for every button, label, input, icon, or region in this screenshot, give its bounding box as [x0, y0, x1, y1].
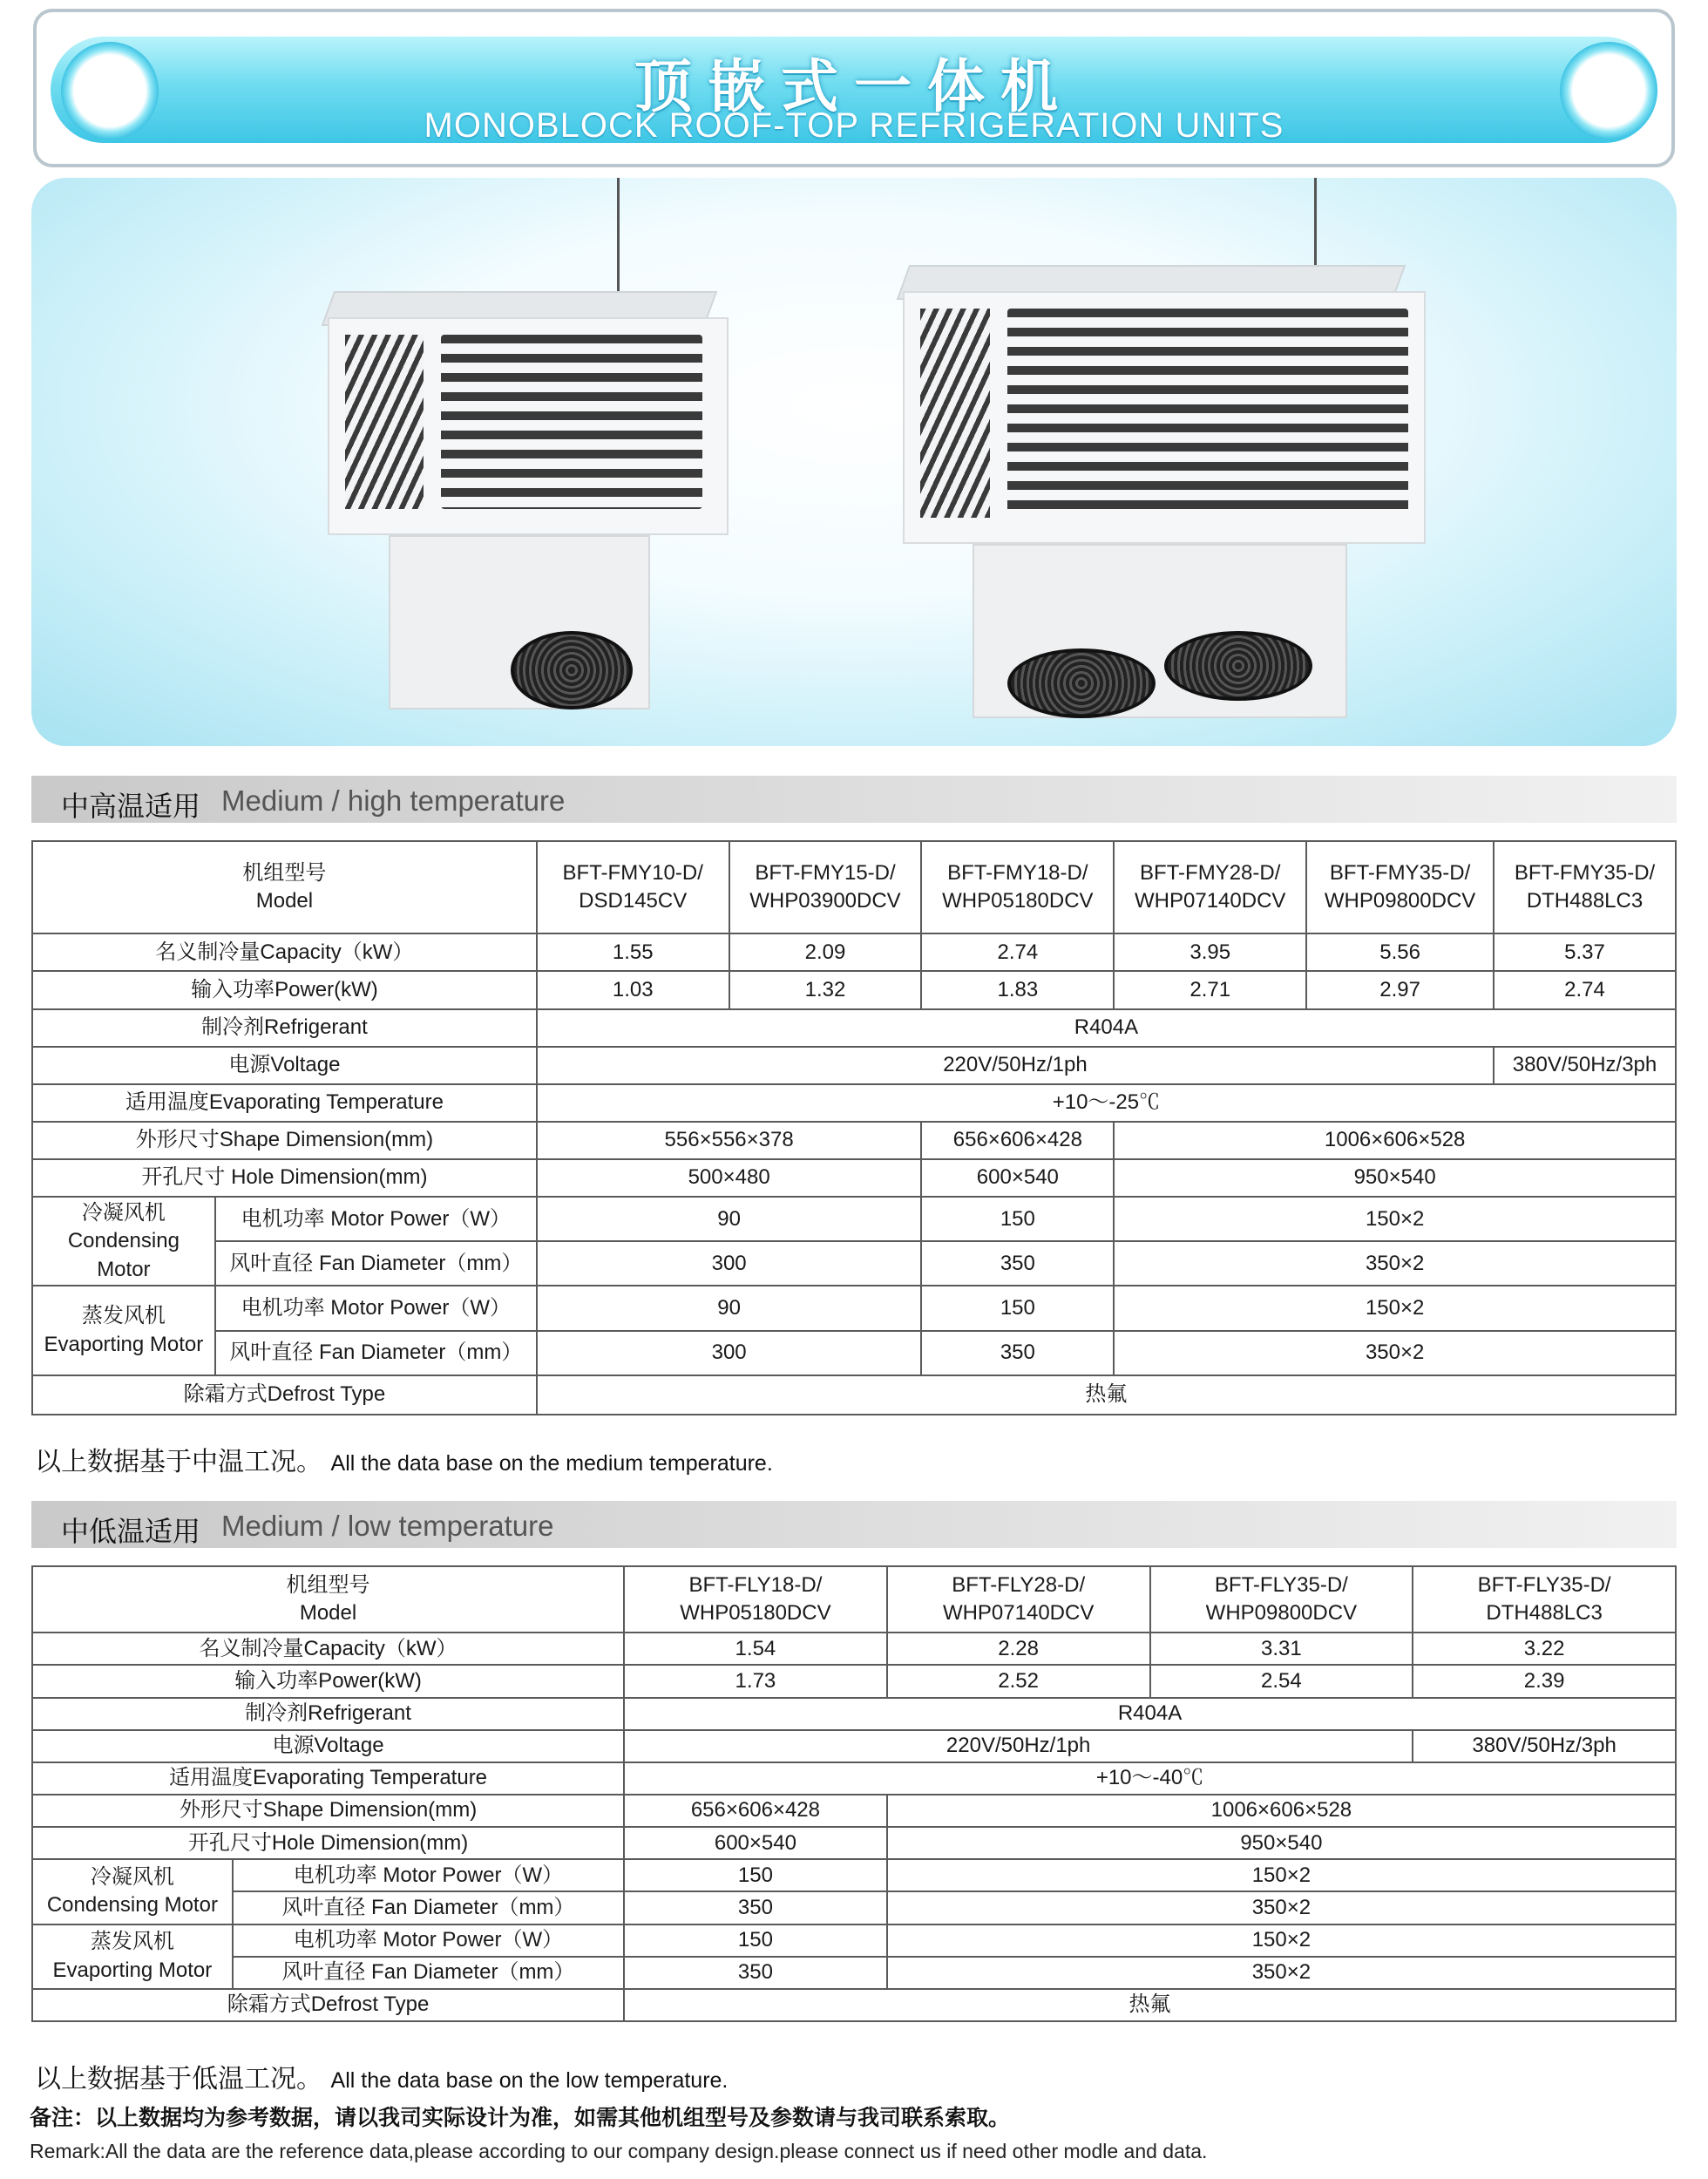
table-row-evap-fan-diameter — [32, 1331, 1676, 1375]
fan-icon — [1164, 631, 1312, 701]
power-value: 1.73 — [624, 1665, 887, 1697]
table-row-defrost — [32, 1989, 1676, 2021]
cond-fan-diameter-value: 350 — [624, 1891, 887, 1924]
table-row-power — [32, 1665, 1676, 1697]
side-grille — [920, 309, 990, 518]
hole-value: 500×480 — [537, 1159, 922, 1197]
table-row-shape — [32, 1122, 1676, 1159]
voltage-label: 电源Voltage — [32, 1730, 624, 1762]
table-row-capacity — [32, 933, 1676, 971]
motor-power-label: 电机功率 Motor Power（W） — [215, 1197, 537, 1241]
capacity-value: 3.31 — [1150, 1633, 1413, 1665]
cond-motor-power-value: 150 — [921, 1197, 1114, 1241]
table-row-capacity — [32, 1633, 1676, 1665]
evap-temp-value: +10～-25℃ — [537, 1084, 1676, 1122]
refrigerant-value: R404A — [537, 1009, 1676, 1047]
cond-motor-power-value: 150 — [624, 1859, 887, 1891]
evap-fan-label: 蒸发风机 Evaporting Motor — [32, 1924, 233, 1989]
hole-value: 950×540 — [1114, 1159, 1676, 1197]
table-row-evap-temp — [32, 1762, 1676, 1795]
capacity-value: 1.54 — [624, 1633, 887, 1665]
motor-power-label: 电机功率 Motor Power（W） — [233, 1859, 624, 1891]
table-row-evap-temp — [32, 1084, 1676, 1122]
evap-fan-label: 蒸发风机 Evaporting Motor — [32, 1286, 215, 1375]
table-row-voltage — [32, 1047, 1676, 1084]
remark-en: Remark:All the data are the reference data,please according to our company design.please connect us if need other modle and data. — [30, 2140, 1208, 2162]
power-value: 1.83 — [921, 971, 1114, 1008]
evap-fan-diameter-value: 300 — [537, 1331, 922, 1375]
fan-icon — [511, 631, 633, 709]
capacity-value: 3.95 — [1114, 933, 1306, 971]
cond-fan-diameter-value: 350 — [921, 1241, 1114, 1286]
hole-value: 950×540 — [887, 1827, 1676, 1859]
evap-motor-power-value: 150×2 — [1114, 1286, 1676, 1330]
evap-motor-power-value: 150 — [921, 1286, 1114, 1330]
cond-motor-power-value: 90 — [537, 1197, 922, 1241]
shape-label: 外形尺寸Shape Dimension(mm) — [32, 1122, 537, 1159]
capacity-value: 2.74 — [921, 933, 1114, 971]
table-row-hole — [32, 1827, 1676, 1859]
table-row-shape — [32, 1795, 1676, 1827]
cond-motor-power-value: 150×2 — [887, 1859, 1676, 1891]
antenna — [1314, 178, 1317, 274]
refrigerant-value: R404A — [624, 1698, 1676, 1730]
fan-diameter-label: 风叶直径 Fan Diameter（mm） — [233, 1957, 624, 1989]
power-label: 输入功率Power(kW) — [32, 971, 537, 1008]
fan-diameter-label: 风叶直径 Fan Diameter（mm） — [215, 1241, 537, 1286]
capacity-value: 3.22 — [1413, 1633, 1676, 1665]
side-grille — [345, 335, 424, 509]
evap-fan-diameter-value: 350 — [921, 1331, 1114, 1375]
table-row-evap-fan-diameter — [32, 1957, 1676, 1989]
model-label: 机组型号 Model — [32, 1566, 624, 1633]
table-row-cond-fan-diameter — [32, 1241, 1676, 1286]
capacity-value: 2.09 — [729, 933, 922, 971]
model-cell: BFT-FMY28-D/ WHP07140DCV — [1114, 841, 1306, 933]
power-value: 2.54 — [1150, 1665, 1413, 1697]
shape-value: 556×556×378 — [537, 1122, 922, 1159]
product-unit-single-fan — [293, 178, 763, 736]
shape-value: 1006×606×528 — [887, 1795, 1676, 1827]
motor-power-label: 电机功率 Motor Power（W） — [215, 1286, 537, 1330]
cond-fan-label: 冷凝风机 Condensing Motor — [32, 1197, 215, 1286]
section-title-en: Medium / low temperature — [221, 1510, 554, 1542]
power-value: 2.39 — [1413, 1665, 1676, 1697]
table-row-refrigerant — [32, 1698, 1676, 1730]
refrigerant-label: 制冷剂Refrigerant — [32, 1698, 624, 1730]
page-title: 顶嵌式一体机 — [634, 53, 1074, 120]
section-header-medium-low — [31, 1501, 1677, 1548]
section-title-cn: 中低温适用 — [61, 1515, 201, 1548]
table-row-defrost — [32, 1375, 1676, 1415]
shape-value: 1006×606×528 — [1114, 1122, 1676, 1159]
capacity-value: 1.55 — [537, 933, 729, 971]
cond-motor-power-value: 150×2 — [1114, 1197, 1676, 1241]
table-row-hole — [32, 1159, 1676, 1197]
product-photo — [31, 178, 1677, 746]
voltage-value-1ph: 220V/50Hz/1ph — [624, 1730, 1413, 1762]
voltage-label: 电源Voltage — [32, 1047, 537, 1084]
model-cell: BFT-FMY35-D/ DTH488LC3 — [1494, 841, 1676, 933]
defrost-value: 热氟 — [537, 1375, 1676, 1415]
table-row-cond-motor-power — [32, 1197, 1676, 1241]
defrost-value: 热氟 — [624, 1989, 1676, 2021]
power-value: 1.03 — [537, 971, 729, 1008]
cond-fan-diameter-value: 300 — [537, 1241, 922, 1286]
evap-motor-power-value: 150×2 — [887, 1924, 1676, 1957]
capacity-label: 名义制冷量Capacity（kW） — [32, 1633, 624, 1665]
remark-cn: 备注：以上数据均为参考数据，请以我司实际设计为准，如需其他机组型号及参数请与我司联系索取。 — [30, 2105, 1011, 2130]
table-row-evap-motor-power — [32, 1924, 1676, 1957]
model-cell: BFT-FLY18-D/ WHP05180DCV — [624, 1566, 887, 1633]
hole-value: 600×540 — [921, 1159, 1114, 1197]
evap-motor-power-value: 150 — [624, 1924, 887, 1957]
hole-value: 600×540 — [624, 1827, 887, 1859]
power-value: 2.74 — [1494, 971, 1676, 1008]
evap-temp-label: 适用温度Evaporating Temperature — [32, 1084, 537, 1122]
page-subtitle: MONOBLOCK ROOF-TOP REFRIGERATION UNITS — [424, 106, 1284, 145]
table-row-cond-fan-diameter — [32, 1891, 1676, 1924]
evap-temp-value: +10～-40℃ — [624, 1762, 1676, 1795]
evap-motor-power-value: 90 — [537, 1286, 922, 1330]
table-row-evap-motor-power — [32, 1286, 1676, 1330]
power-value: 1.32 — [729, 971, 922, 1008]
capacity-value: 5.37 — [1494, 933, 1676, 971]
section-title-en: Medium / high temperature — [221, 784, 566, 817]
evap-fan-diameter-value: 350×2 — [1114, 1331, 1676, 1375]
power-label: 输入功率Power(kW) — [32, 1665, 624, 1697]
voltage-value-1ph: 220V/50Hz/1ph — [537, 1047, 1494, 1084]
front-grille — [441, 335, 702, 509]
section-header-medium-high — [31, 776, 1677, 823]
table-row-voltage — [32, 1730, 1676, 1762]
defrost-label: 除霜方式Defrost Type — [32, 1989, 624, 2021]
capacity-value: 2.28 — [887, 1633, 1150, 1665]
defrost-label: 除霜方式Defrost Type — [32, 1375, 537, 1415]
spec-table-medium-high — [31, 840, 1677, 1415]
fan-icon — [1007, 648, 1156, 718]
evap-temp-label: 适用温度Evaporating Temperature — [32, 1762, 624, 1795]
table-row-model — [32, 1566, 1676, 1633]
table-row-power — [32, 971, 1676, 1008]
model-cell: BFT-FMY15-D/ WHP03900DCV — [729, 841, 922, 933]
capacity-label: 名义制冷量Capacity（kW） — [32, 933, 537, 971]
table-row-model — [32, 841, 1676, 933]
fan-diameter-label: 风叶直径 Fan Diameter（mm） — [215, 1331, 537, 1375]
section-title-cn: 中高温适用 — [61, 790, 201, 823]
hole-label: 开孔尺寸 Hole Dimension(mm) — [32, 1159, 537, 1197]
model-label: 机组型号 Model — [32, 841, 537, 933]
fan-diameter-label: 风叶直径 Fan Diameter（mm） — [233, 1891, 624, 1924]
model-cell: BFT-FLY35-D/ DTH488LC3 — [1413, 1566, 1676, 1633]
model-cell: BFT-FLY28-D/ WHP07140DCV — [887, 1566, 1150, 1633]
power-value: 2.71 — [1114, 971, 1306, 1008]
power-value: 2.52 — [887, 1665, 1150, 1697]
product-unit-dual-fan — [877, 178, 1469, 736]
cond-fan-diameter-value: 350×2 — [1114, 1241, 1676, 1286]
table-row-cond-motor-power — [32, 1859, 1676, 1891]
model-cell: BFT-FMY10-D/ DSD145CV — [537, 841, 729, 933]
power-value: 2.97 — [1306, 971, 1494, 1008]
shape-value: 656×606×428 — [624, 1795, 887, 1827]
evap-fan-diameter-value: 350×2 — [887, 1957, 1676, 1989]
shape-label: 外形尺寸Shape Dimension(mm) — [32, 1795, 624, 1827]
voltage-value-3ph: 380V/50Hz/3ph — [1494, 1047, 1676, 1084]
front-grille — [1007, 309, 1408, 518]
model-cell: BFT-FMY18-D/ WHP05180DCV — [921, 841, 1114, 933]
model-cell: BFT-FLY35-D/ WHP09800DCV — [1150, 1566, 1413, 1633]
evap-fan-diameter-value: 350 — [624, 1957, 887, 1989]
hole-label: 开孔尺寸Hole Dimension(mm) — [32, 1827, 624, 1859]
model-cell: BFT-FMY35-D/ WHP09800DCV — [1306, 841, 1494, 933]
motor-power-label: 电机功率 Motor Power（W） — [233, 1924, 624, 1957]
capacity-value: 5.56 — [1306, 933, 1494, 971]
cond-fan-diameter-value: 350×2 — [887, 1891, 1676, 1924]
table-row-refrigerant — [32, 1009, 1676, 1047]
note-medium-temp: 以上数据基于中温工况。 All the data base on the medium temperature. — [35, 1447, 773, 1477]
cond-fan-label: 冷凝风机 Condensing Motor — [32, 1859, 233, 1924]
refrigerant-label: 制冷剂Refrigerant — [32, 1009, 537, 1047]
voltage-value-3ph: 380V/50Hz/3ph — [1413, 1730, 1676, 1762]
shape-value: 656×606×428 — [921, 1122, 1114, 1159]
note-low-temp: 以上数据基于低温工况。 All the data base on the low temperature. — [35, 2064, 729, 2094]
antenna — [617, 178, 620, 300]
spec-table-medium-low — [31, 1565, 1677, 2022]
